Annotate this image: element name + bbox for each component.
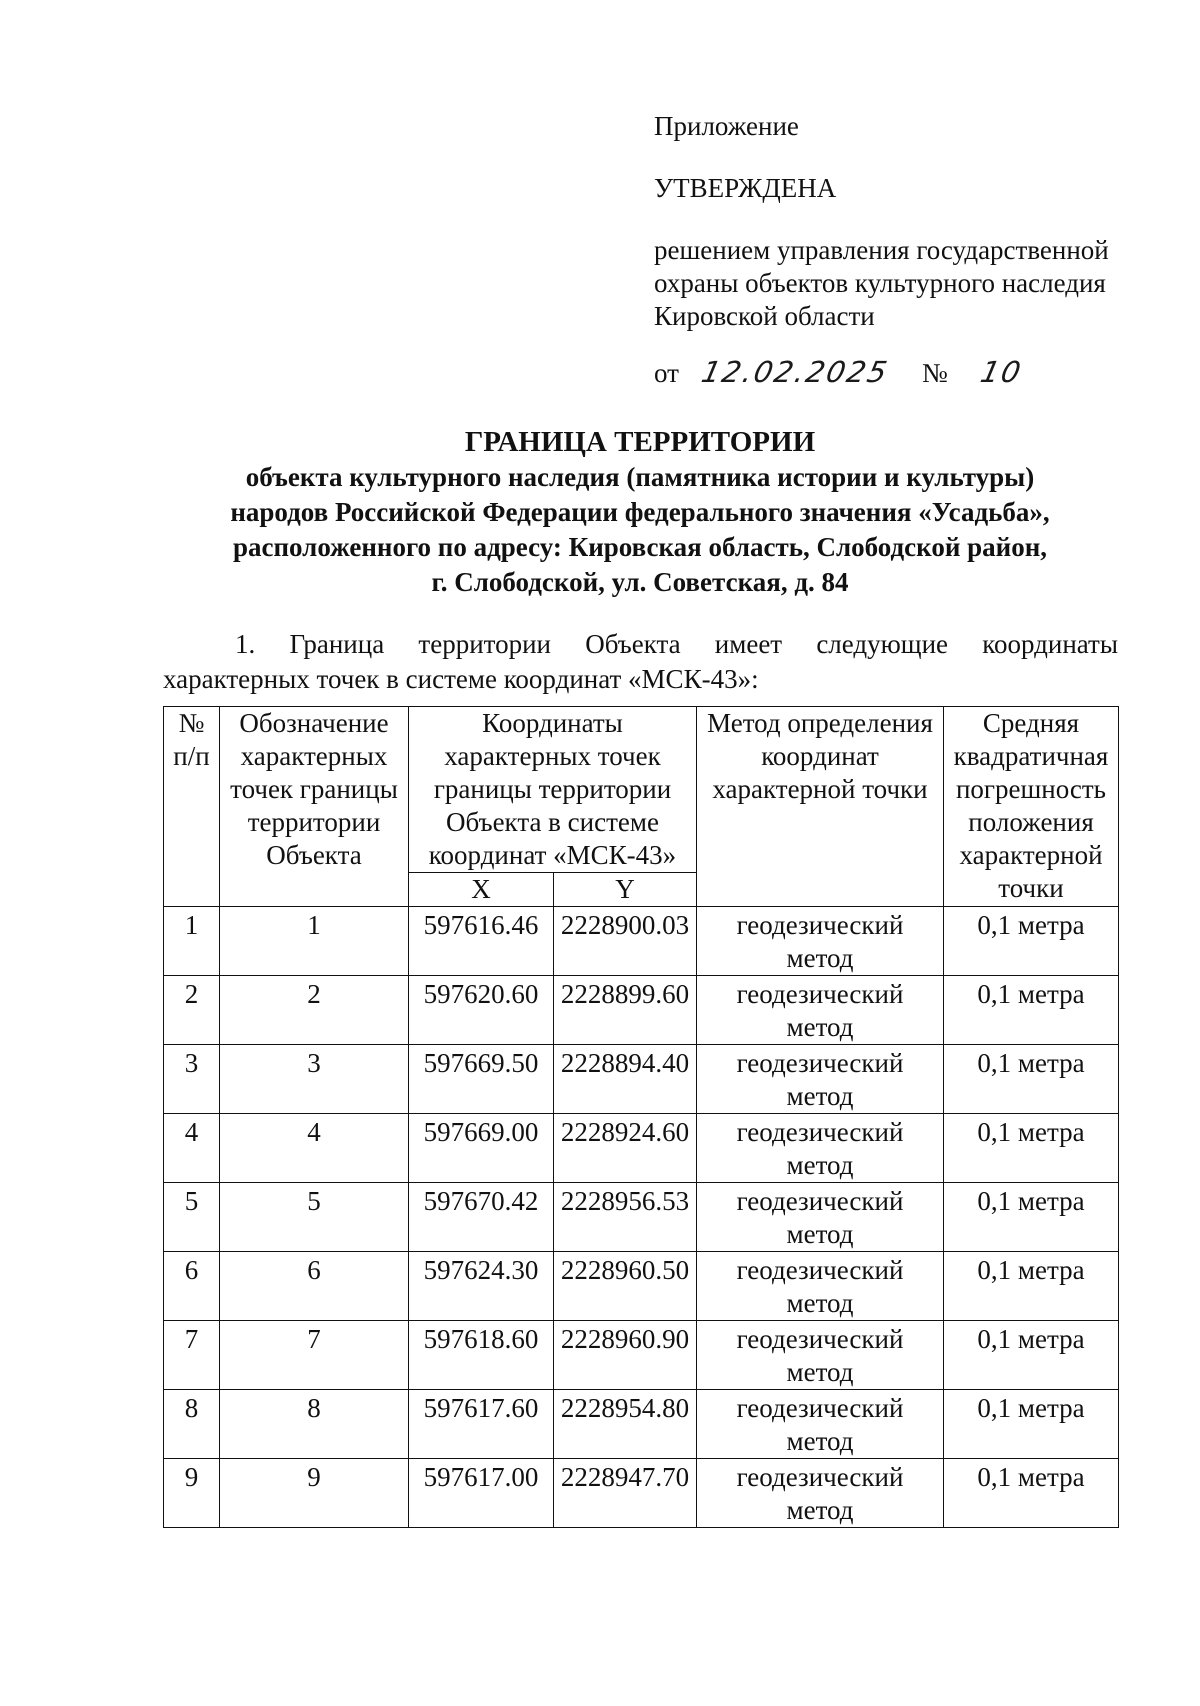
subtitle-line: объекта культурного наследия (памятника истории и культуры) <box>245 462 1035 492</box>
cell-error: 0,1 метра <box>944 976 1119 1045</box>
table-row <box>164 1183 1119 1252</box>
cell-method: геодезический метод <box>697 1183 944 1252</box>
date-line <box>654 355 1026 390</box>
cell-error: 0,1 метра <box>944 1114 1119 1183</box>
cell-error: 0,1 метра <box>944 1252 1119 1321</box>
cell-method: геодезический метод <box>697 1252 944 1321</box>
cell-num: 1 <box>164 907 220 976</box>
cell-point: 8 <box>220 1390 409 1459</box>
cell-x: 597616.46 <box>409 907 554 976</box>
cell-y: 2228954.80 <box>554 1390 697 1459</box>
cell-x: 597670.42 <box>409 1183 554 1252</box>
header-num: № п/п <box>164 707 220 907</box>
cell-method: геодезический метод <box>697 907 944 976</box>
cell-num: 8 <box>164 1390 220 1459</box>
table-row <box>164 1321 1119 1390</box>
cell-y: 2228924.60 <box>554 1114 697 1183</box>
cell-x: 597624.30 <box>409 1252 554 1321</box>
header-x: X <box>409 873 554 907</box>
document-title: ГРАНИЦА ТЕРРИТОРИИ <box>464 426 816 458</box>
cell-point: 2 <box>220 976 409 1045</box>
subtitle-line: народов Российской Федерации федерального значения «Усадьба», <box>230 497 1050 527</box>
cell-x: 597618.60 <box>409 1321 554 1390</box>
cell-x: 597669.50 <box>409 1045 554 1114</box>
cell-num: 3 <box>164 1045 220 1114</box>
cell-point: 6 <box>220 1252 409 1321</box>
document-heading <box>150 425 1130 599</box>
cell-num: 9 <box>164 1459 220 1528</box>
cell-method: геодезический метод <box>697 1321 944 1390</box>
intro-line: характерных точек в системе координат «МСК-43»: <box>163 664 759 694</box>
table-row <box>164 1114 1119 1183</box>
cell-point: 7 <box>220 1321 409 1390</box>
cell-num: 2 <box>164 976 220 1045</box>
cell-method: геодезический метод <box>697 1390 944 1459</box>
cell-y: 2228960.50 <box>554 1252 697 1321</box>
cell-error: 0,1 метра <box>944 1459 1119 1528</box>
cell-error: 0,1 метра <box>944 1183 1119 1252</box>
cell-point: 4 <box>220 1114 409 1183</box>
table-row <box>164 1252 1119 1321</box>
cell-num: 6 <box>164 1252 220 1321</box>
header-designation: Обозначение характерных точек границы территории Объекта <box>220 707 409 907</box>
cell-method: геодезический метод <box>697 976 944 1045</box>
cell-method: геодезический метод <box>697 1045 944 1114</box>
number-sign: № <box>922 358 948 388</box>
cell-x: 597620.60 <box>409 976 554 1045</box>
approved-label: УТВЕРЖДЕНА <box>654 173 837 203</box>
cell-error: 0,1 метра <box>944 907 1119 976</box>
header-error: Средняя квадратичная погрешность положения характерной точки <box>944 707 1119 907</box>
cell-error: 0,1 метра <box>944 1321 1119 1390</box>
cell-point: 3 <box>220 1045 409 1114</box>
cell-error: 0,1 метра <box>944 1390 1119 1459</box>
cell-y: 2228947.70 <box>554 1459 697 1528</box>
cell-num: 4 <box>164 1114 220 1183</box>
cell-x: 597617.00 <box>409 1459 554 1528</box>
cell-x: 597669.00 <box>409 1114 554 1183</box>
table-row <box>164 1459 1119 1528</box>
subtitle-line: расположенного по адресу: Кировская область, Слободской район, <box>232 532 1048 562</box>
intro-line: 1. Граница территории Объекта имеет следующие координаты <box>235 629 1118 659</box>
handwritten-number: 10 <box>977 355 1026 389</box>
table-row <box>164 976 1119 1045</box>
header-y: Y <box>554 873 697 907</box>
header-method: Метод определения координат характерной точки <box>697 707 944 907</box>
cell-point: 5 <box>220 1183 409 1252</box>
intro-paragraph <box>163 627 1118 697</box>
cell-y: 2228956.53 <box>554 1183 697 1252</box>
cell-method: геодезический метод <box>697 1114 944 1183</box>
table-row <box>164 907 1119 976</box>
cell-error: 0,1 метра <box>944 1045 1119 1114</box>
cell-y: 2228960.90 <box>554 1321 697 1390</box>
date-prefix: от <box>654 358 679 388</box>
cell-num: 7 <box>164 1321 220 1390</box>
cell-point: 1 <box>220 907 409 976</box>
handwritten-date: 12.02.2025 <box>698 355 893 389</box>
cell-point: 9 <box>220 1459 409 1528</box>
cell-x: 597617.60 <box>409 1390 554 1459</box>
table-row <box>164 1390 1119 1459</box>
cell-y: 2228894.40 <box>554 1045 697 1114</box>
table-row <box>164 1045 1119 1114</box>
subtitle-line: г. Слободской, ул. Советская, д. 84 <box>431 567 849 597</box>
appendix-label: Приложение <box>654 111 799 141</box>
header-coordinates: Координаты характерных точек границы территории Объекта в системе координат «МСК-43» <box>409 707 697 873</box>
decision-text: решением управления государственной охраны объектов культурного наследия Кировской области <box>654 235 1109 331</box>
cell-y: 2228899.60 <box>554 976 697 1045</box>
cell-method: геодезический метод <box>697 1459 944 1528</box>
coordinates-table <box>163 706 1119 1528</box>
cell-num: 5 <box>164 1183 220 1252</box>
cell-y: 2228900.03 <box>554 907 697 976</box>
